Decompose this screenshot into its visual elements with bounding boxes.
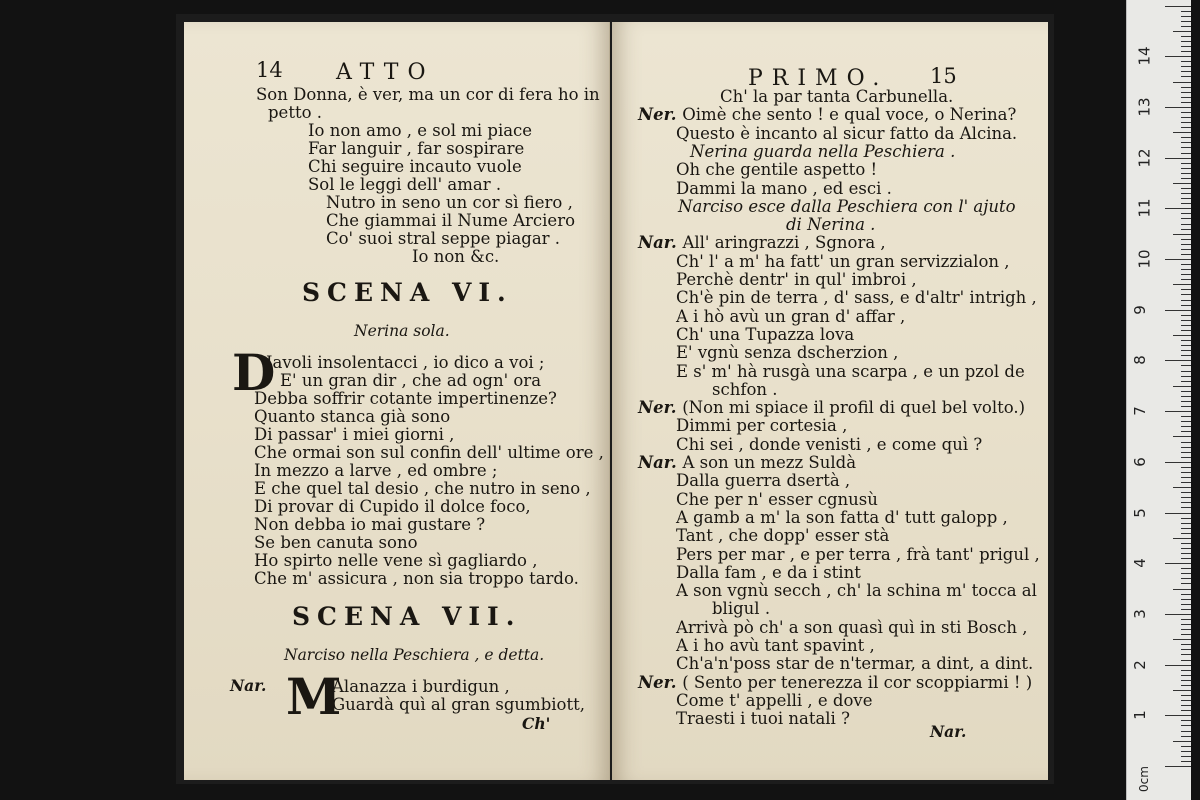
verse-line: Dalla fam , e da i stint	[676, 562, 861, 582]
ruler-tick	[1181, 746, 1191, 747]
ruler-tick	[1165, 310, 1191, 311]
ruler-tick	[1173, 589, 1191, 590]
ruler-tick	[1181, 229, 1191, 230]
verse-line: Far languir , far sospirare	[308, 139, 525, 158]
ruler-tick	[1173, 284, 1191, 285]
verse-line: petto .	[268, 103, 323, 122]
ruler-tick	[1173, 436, 1191, 437]
verse-line: E' un gran dir , che ad ogn' ora	[280, 371, 542, 390]
ruler-tick	[1165, 766, 1191, 767]
drop-cap-d: D	[232, 343, 276, 402]
ruler-tick	[1165, 411, 1191, 412]
ruler-tick	[1181, 396, 1191, 397]
verse-line: Ho spirto nelle vene sì gagliardo ,	[254, 551, 538, 570]
ruler-tick	[1173, 31, 1191, 32]
ruler-tick	[1181, 305, 1191, 306]
ruler-tick	[1165, 208, 1191, 209]
ruler-tick	[1181, 16, 1191, 17]
ruler-tick	[1181, 71, 1191, 72]
ruler-tick	[1181, 153, 1191, 154]
ruler-tick	[1181, 548, 1191, 549]
ruler-tick	[1181, 594, 1191, 595]
line-text: (Non mi spiace il profil di quel bel volto.)	[682, 398, 1026, 418]
ruler-tick	[1173, 82, 1191, 83]
verse-line: Nutro in seno un cor sì fiero ,	[326, 193, 573, 212]
ruler-tick	[1181, 599, 1191, 600]
ruler-number: 5	[1130, 507, 1149, 518]
ruler-tick	[1181, 731, 1191, 732]
ruler-tick	[1165, 614, 1191, 615]
ruler-tick	[1165, 715, 1191, 716]
verse-line: Di passar' i miei giorni ,	[254, 425, 455, 444]
verse-line: Ch' la par tanta Carbunella.	[720, 87, 954, 106]
ruler-tick	[1181, 670, 1191, 671]
ruler-tick	[1181, 21, 1191, 22]
ruler-tick	[1173, 487, 1191, 488]
drop-cap-m: M	[286, 667, 342, 726]
ruler-tick	[1181, 736, 1191, 737]
ruler-number: 12	[1135, 148, 1154, 168]
ruler-tick	[1181, 371, 1191, 372]
ruler-tick	[1181, 92, 1191, 93]
ruler-tick	[1181, 695, 1191, 696]
verse-line	[638, 454, 856, 472]
ruler-tick	[1181, 365, 1191, 366]
ruler-tick	[1181, 213, 1191, 214]
ruler-tick	[1181, 97, 1191, 98]
ruler-tick	[1165, 259, 1191, 260]
ruler-tick	[1181, 198, 1191, 199]
ruler-tick	[1165, 462, 1191, 463]
verse-line: Non debba io mai gustare ?	[254, 515, 486, 534]
ruler-tick	[1181, 264, 1191, 265]
verse-line: di Nerina .	[786, 215, 876, 235]
ruler-tick	[1181, 147, 1191, 148]
verse-line: Tant , che dopp' esser stà	[676, 526, 890, 546]
verse-line: bligul .	[712, 599, 771, 619]
speaker-label: Ner.	[638, 672, 683, 692]
verse-line: E s' m' hà rusgà una scarpa , e un pzol de	[676, 361, 1025, 381]
ruler-number: 13	[1135, 97, 1154, 117]
ruler-unit-label: 0cm	[1136, 766, 1151, 792]
verse-line: Perchè dentr' in qul' imbroi ,	[676, 270, 917, 289]
ruler-tick	[1173, 639, 1191, 640]
verse-line	[638, 399, 1025, 417]
verse-line: Debba soffrir cotante impertinenze?	[254, 389, 557, 408]
ruler-tick	[1173, 183, 1191, 184]
measurement-ruler	[1126, 0, 1191, 800]
verse-line: A i hò avù un gran d' affar ,	[676, 306, 906, 326]
verse-line: Dammi la mano , ed esci .	[676, 178, 892, 198]
ruler-tick	[1173, 234, 1191, 235]
scene-6-title: SCENA VI.	[302, 278, 513, 307]
speaker-label: Nar.	[638, 453, 683, 472]
ruler-tick	[1165, 513, 1191, 514]
ruler-tick	[1181, 431, 1191, 432]
ruler-tick	[1165, 158, 1191, 159]
right-page	[612, 22, 1048, 780]
ruler-tick	[1181, 178, 1191, 179]
ruler-tick	[1181, 300, 1191, 301]
verse-line: Ch'a'n'poss star de n'termar, a dint, a dint.	[676, 654, 1034, 674]
verse-line: Guardà quì al gran sgumbiott,	[332, 695, 585, 714]
verse-line: A i ho avù tant spavint ,	[676, 636, 875, 655]
ruler-tick	[1181, 528, 1191, 529]
ruler-tick	[1181, 609, 1191, 610]
ruler-tick	[1181, 46, 1191, 47]
verse-line: Che per n' esser cgnusù	[676, 489, 878, 509]
verse-line: Che ormai son sul confin dell' ultime ore ,	[254, 443, 604, 462]
ruler-tick	[1181, 11, 1191, 12]
ruler-tick	[1181, 254, 1191, 255]
ruler-tick	[1173, 538, 1191, 539]
ruler-tick	[1181, 553, 1191, 554]
ruler-tick	[1181, 533, 1191, 534]
ruler-number: 7	[1130, 406, 1149, 416]
verse-line: Di provar di Cupido il dolce foco,	[254, 497, 531, 516]
verse-line: Alanazza i burdigun ,	[332, 677, 510, 696]
ruler-tick	[1181, 36, 1191, 37]
ruler-tick	[1181, 173, 1191, 174]
ruler-tick	[1181, 294, 1191, 295]
ruler-tick	[1181, 127, 1191, 128]
ruler-tick	[1181, 629, 1191, 630]
verse-line: Ch' una Tupazza lova	[676, 324, 855, 344]
verse-line: Io non &c.	[412, 247, 500, 266]
verse-line: Oh che gentile aspetto !	[676, 160, 878, 180]
verse-line: Son Donna, è ver, ma un cor di fera ho in	[256, 85, 600, 104]
ruler-tick	[1181, 421, 1191, 422]
ruler-tick	[1181, 497, 1191, 498]
ruler-tick	[1181, 168, 1191, 169]
ruler-tick	[1181, 624, 1191, 625]
ruler-number: 3	[1130, 609, 1149, 619]
ruler-tick	[1181, 269, 1191, 270]
catchword: Nar.	[930, 722, 967, 741]
ruler-number: 1	[1130, 710, 1149, 721]
ruler-number: 8	[1130, 355, 1149, 366]
speaker-label: Ner.	[638, 105, 683, 125]
speaker-label: Ner.	[638, 398, 683, 418]
verse-line: Chi seguire incauto vuole	[308, 157, 522, 176]
ruler-tick	[1181, 502, 1191, 503]
ruler-tick	[1173, 132, 1191, 133]
verse-line: Chi sei , donde venisti , e come quì ?	[676, 434, 983, 454]
verse-line: Pers per mar , e per terra , frà tant' prigul ,	[676, 544, 1040, 564]
verse-line: Ch' l' a m' ha fatt' un gran servizzialon ,	[676, 251, 1010, 271]
verse-line	[638, 674, 1032, 692]
ruler-tick	[1173, 386, 1191, 387]
ruler-tick	[1181, 457, 1191, 458]
ruler-tick	[1181, 634, 1191, 635]
ruler-number: 11	[1135, 198, 1154, 218]
left-page	[184, 22, 610, 780]
ruler-number: 2	[1130, 659, 1149, 670]
ruler-tick	[1181, 112, 1191, 113]
ruler-tick	[1181, 203, 1191, 204]
ruler-tick	[1181, 355, 1191, 356]
ruler-number: 6	[1130, 457, 1149, 467]
ruler-tick	[1181, 163, 1191, 164]
ruler-tick	[1181, 472, 1191, 473]
left-running-head: ATTO	[336, 60, 435, 85]
verse-line: Come t' appelli , e dove	[676, 690, 873, 710]
ruler-tick	[1181, 725, 1191, 726]
ruler-tick	[1181, 26, 1191, 27]
line-text: All' aringrazzi , Sgnora ,	[682, 233, 886, 253]
ruler-tick	[1181, 401, 1191, 402]
ruler-tick	[1181, 507, 1191, 508]
verse-line: Che giammai il Nume Arciero	[326, 211, 576, 230]
line-text: A son un mezz Suldà	[682, 453, 857, 472]
verse-line: Arrivà pò ch' a son quasì quì in sti Bosch ,	[676, 617, 1028, 637]
ruler-tick	[1173, 690, 1191, 691]
verse-line: Questo è incanto al sicur fatto da Alcina.	[676, 123, 1018, 143]
ruler-tick	[1165, 107, 1191, 108]
ruler-tick	[1181, 660, 1191, 661]
ruler-tick	[1181, 761, 1191, 762]
ruler-tick	[1181, 452, 1191, 453]
speaker-label: Nar.	[638, 233, 683, 253]
verse-line	[638, 234, 886, 252]
right-page-number: 15	[930, 64, 957, 88]
ruler-tick	[1181, 467, 1191, 468]
verse-line: Se ben canuta sono	[254, 533, 418, 552]
ruler-tick	[1181, 518, 1191, 519]
line-text: ( Sento per tenerezza il cor scoppiarmi ! )	[682, 672, 1033, 692]
ruler-tick	[1181, 442, 1191, 443]
ruler-tick	[1181, 604, 1191, 605]
speaker-label: Nar.	[230, 676, 267, 695]
ruler-tick	[1181, 87, 1191, 88]
verse-line: In mezzo a larve , ed ombre ;	[254, 461, 498, 480]
verse-line: Narciso esce dalla Peschiera con l' ajuto	[678, 196, 1016, 216]
ruler-number: 10	[1135, 249, 1154, 269]
ruler-tick	[1165, 360, 1191, 361]
ruler-tick	[1181, 447, 1191, 448]
verse-line: A gamb a m' la son fatta d' tutt galopp ,	[676, 507, 1008, 527]
verse-line: Dimmi per cortesia ,	[676, 416, 848, 436]
ruler-tick	[1181, 376, 1191, 377]
ruler-tick	[1181, 482, 1191, 483]
ruler-tick	[1181, 675, 1191, 676]
ruler-tick	[1181, 51, 1191, 52]
catchword: Ch'	[522, 714, 551, 733]
ruler-tick	[1181, 61, 1191, 62]
verse-line: Ch'è pin de terra , d' sass, e d'altr' intrigh ,	[676, 288, 1037, 308]
ruler-tick	[1165, 56, 1191, 57]
ruler-tick	[1181, 330, 1191, 331]
ruler-tick	[1181, 224, 1191, 225]
ruler-tick	[1181, 193, 1191, 194]
ruler-tick	[1181, 573, 1191, 574]
ruler-tick	[1181, 315, 1191, 316]
ruler-tick	[1181, 345, 1191, 346]
ruler-number: 9	[1130, 304, 1149, 315]
scene-7-title: SCENA VII.	[292, 602, 522, 631]
ruler-tick	[1181, 416, 1191, 417]
ruler-tick	[1181, 117, 1191, 118]
scene-7-stage-direction: Narciso nella Peschiera , e detta.	[284, 646, 545, 664]
verse-line: E che quel tal desio , che nutro in seno ,	[254, 479, 591, 498]
ruler-tick	[1181, 279, 1191, 280]
verse-line: Quanto stanca già sono	[254, 407, 451, 426]
ruler-tick	[1181, 685, 1191, 686]
ruler-tick	[1181, 756, 1191, 757]
verse-line: A son vgnù secch , ch' la schina m' tocca al	[676, 581, 1037, 601]
ruler-tick	[1181, 391, 1191, 392]
ruler-tick	[1181, 543, 1191, 544]
verse-line: Sol le leggi dell' amar .	[308, 175, 502, 194]
ruler-tick	[1181, 102, 1191, 103]
ruler-tick	[1181, 619, 1191, 620]
ruler-tick	[1181, 700, 1191, 701]
ruler-tick	[1181, 350, 1191, 351]
ruler-tick	[1181, 583, 1191, 584]
ruler-tick	[1181, 649, 1191, 650]
verse-line: schfon .	[712, 379, 778, 399]
open-book	[176, 14, 1054, 784]
ruler-tick	[1181, 381, 1191, 382]
ruler-tick	[1181, 578, 1191, 579]
ruler-tick	[1181, 523, 1191, 524]
verse-line	[638, 106, 1016, 124]
ruler-tick	[1181, 705, 1191, 706]
verse-line: Traesti i tuoi natali ?	[676, 709, 850, 729]
ruler-tick	[1181, 218, 1191, 219]
ruler-tick	[1181, 289, 1191, 290]
ruler-tick	[1165, 665, 1191, 666]
ruler-tick	[1181, 568, 1191, 569]
ruler-tick	[1181, 751, 1191, 752]
ruler-tick	[1181, 477, 1191, 478]
ruler-tick	[1181, 720, 1191, 721]
ruler-tick	[1181, 710, 1191, 711]
verse-line: Che m' assicura , non sia troppo tardo.	[254, 569, 579, 588]
ruler-number: 14	[1135, 46, 1154, 66]
ruler-tick	[1181, 426, 1191, 427]
ruler-tick	[1181, 142, 1191, 143]
ruler-tick	[1181, 680, 1191, 681]
ruler-tick	[1181, 274, 1191, 275]
ruler-tick	[1181, 188, 1191, 189]
verse-line: Co' suoi stral seppe piagar .	[326, 229, 561, 248]
verse-line: Io non amo , e sol mi piace	[308, 121, 533, 140]
ruler-tick	[1181, 137, 1191, 138]
verse-line: Nerina guarda nella Peschiera .	[690, 141, 956, 161]
ruler-tick	[1181, 239, 1191, 240]
ruler-tick	[1181, 406, 1191, 407]
verse-line: Dalla guerra dsertà ,	[676, 471, 851, 491]
ruler-tick	[1181, 558, 1191, 559]
left-page-number: 14	[256, 58, 283, 82]
ruler-tick	[1173, 335, 1191, 336]
right-running-head: PRIMO.	[748, 66, 889, 91]
ruler-tick	[1181, 249, 1191, 250]
scene-6-stage-direction: Nerina sola.	[354, 322, 450, 340]
ruler-tick	[1181, 41, 1191, 42]
verse-line: E' vgnù senza dscherzion ,	[676, 343, 899, 363]
ruler-tick	[1181, 122, 1191, 123]
ruler-tick	[1181, 320, 1191, 321]
verse-line: Iavoli insolentacci , io dico a voi ;	[266, 353, 545, 372]
ruler-tick	[1181, 66, 1191, 67]
line-text: Oimè che sento ! e qual voce, o Nerina?	[682, 105, 1017, 125]
ruler-tick	[1181, 325, 1191, 326]
ruler-tick	[1165, 563, 1191, 564]
ruler-tick	[1181, 654, 1191, 655]
ruler-tick	[1181, 492, 1191, 493]
ruler-tick	[1173, 741, 1191, 742]
ruler-tick	[1181, 244, 1191, 245]
ruler-number: 4	[1130, 558, 1149, 568]
ruler-tick	[1181, 644, 1191, 645]
ruler-tick	[1181, 76, 1191, 77]
ruler-tick	[1181, 340, 1191, 341]
ruler-tick	[1165, 6, 1191, 7]
